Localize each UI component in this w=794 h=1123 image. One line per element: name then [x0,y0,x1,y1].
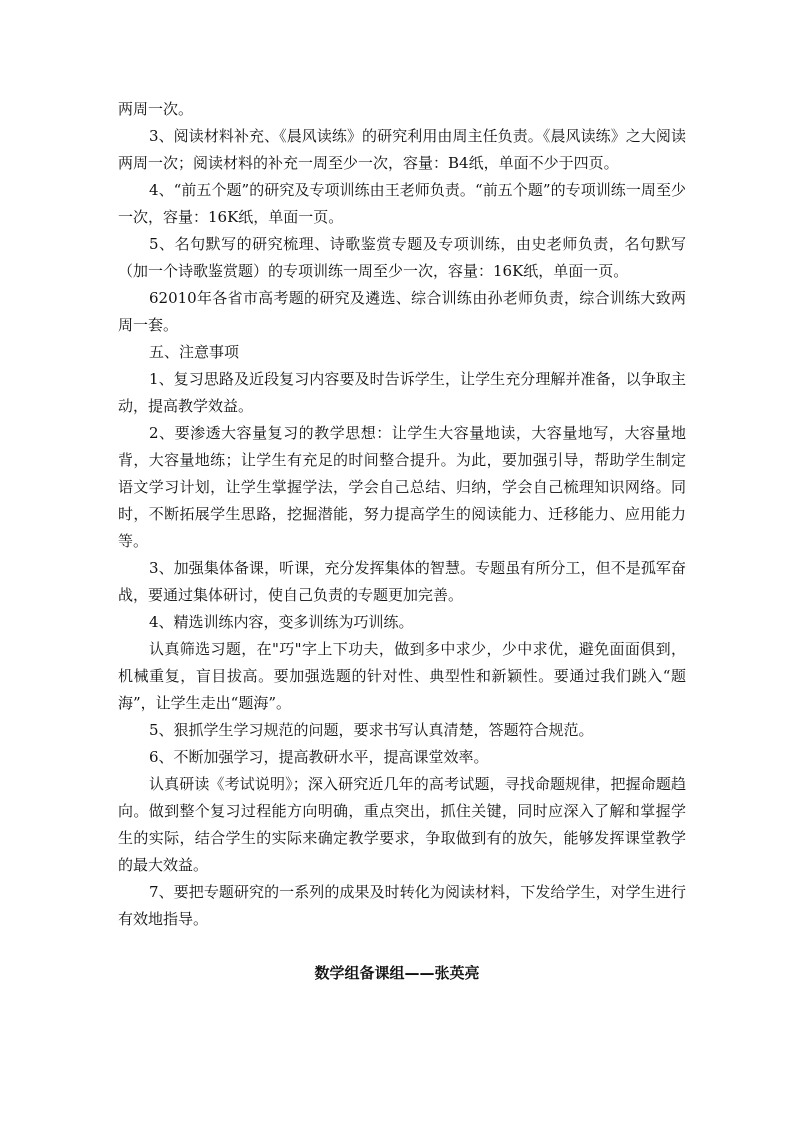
paragraph-continuation: 两周一次。 [118,100,194,118]
notice-item-4: 4、精选训练内容，变多训练为巧训练。 [149,613,414,631]
notice-item-1: 1、复习思路及近段复习内容要及时告诉学生，让学生充分理解并准备，以争取主动，提高教学效益。 [118,370,686,415]
paragraph-item-4: 4、“前五个题”的研究及专项训练由王老师负责。“前五个题”的专项训练一周至少一次，容量：16K纸，单面一页。 [118,181,686,226]
paragraph-item-6: 62010年各省市高考题的研究及遴选、综合训练由孙老师负责，综合训练大致两周一套。 [118,289,686,334]
notice-item-3: 3、加强集体备课，听课，充分发挥集体的智慧。专题虽有所分工，但不是孤军奋战，要通过集体研讨，使自己负责的专题更加完善。 [118,559,686,604]
signature: 数学组备课组——张英亮 [314,964,480,982]
paragraph-item-5: 5、名句默写的研究梳理、诗歌鉴赏专题及专项训练，由史老师负责，名句默写（加一个诗歌鉴赏题）的专项训练一周至少一次，容量：16K纸，单面一页。 [118,235,686,280]
paragraph-item-3: 3、阅读材料补充、《晨风读练》的研究利用由周主任负责。《晨风读练》之大阅读两周一次；阅读材料的补充一周至少一次，容量：B4纸，单面不少于四页。 [118,127,686,172]
notice-item-6-detail: 认真研读《考试说明》；深入研究近几年的高考试题，寻找命题规律，把握命题趋向。做到整个复习过程能方向明确，重点突出，抓住关键，同时应深入了解和掌握学生的实际，结合学生的实际来确定教学要求，争取做到有的放矢，能够发挥课堂教学的最大效益。 [118,775,686,874]
notice-item-5: 5、狠抓学生学习规范的问题，要求书写认真清楚，答题符合规范。 [149,721,594,739]
body-text [118,96,686,933]
section-heading: 五、注意事项 [149,343,240,361]
notice-item-7: 7、要把专题研究的一系列的成果及时转化为阅读材料，下发给学生，对学生进行有效地指导。 [118,883,686,928]
notice-item-2: 2、要渗透大容量复习的教学思想：让学生大容量地读，大容量地写，大容量地背，大容量地练；让学生有充足的时间整合提升。为此，要加强引导，帮助学生制定语文学习计划，让学生掌握学法，学会自己总结、归纳，学会自己梳理知识网络。同时，不断拓展学生思路，挖掘潜能，努力提高学生的阅读能力、迁移能力、应用能力等。 [118,424,686,550]
notice-item-6: 6、不断加强学习，提高教研水平，提高课堂效率。 [149,748,489,766]
notice-item-4-detail: 认真筛选习题，在"巧"字上下功夫，做到多中求少，少中求优，避免面面俱到，机械重复，盲目拔高。要加强选题的针对性、典型性和新颖性。要通过我们跳入“题海”，让学生走出“题海”。 [118,640,686,712]
